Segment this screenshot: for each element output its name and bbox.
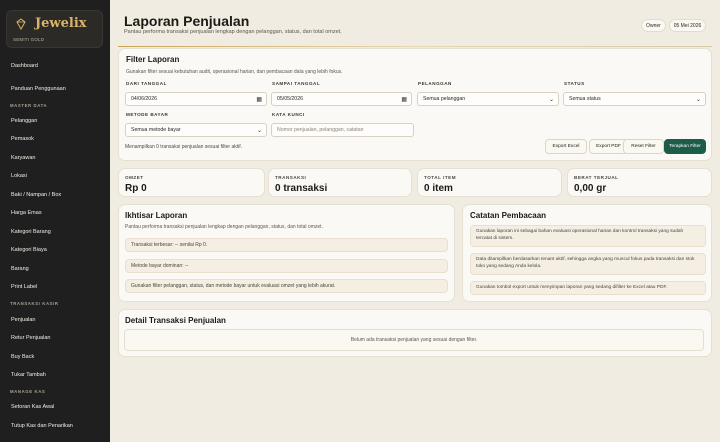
overview-subtitle: Pantau performa transaksi penjualan lengkap dengan pelanggan, status, dan total omzet. <box>125 224 323 230</box>
sidebar-section-master: MASTER DATA <box>10 103 48 108</box>
reset-filter-button[interactable]: Reset Filter <box>623 139 664 154</box>
sidebar <box>0 0 110 442</box>
detail-title: Detail Transaksi Penjualan <box>125 316 226 325</box>
stat-card-berat <box>567 168 712 197</box>
metode-select[interactable] <box>125 123 267 137</box>
notes-title: Catatan Pembacaan <box>470 211 547 220</box>
chevron-down-icon: ⌄ <box>256 128 262 134</box>
empty-state: Belum ada transaksi penjualan yang sesuai dengan filter. <box>124 329 704 351</box>
filter-title: Filter Laporan <box>126 55 180 64</box>
role-badge[interactable]: Owner <box>641 19 666 32</box>
export-pdf-button[interactable]: Export PDF <box>589 139 628 154</box>
export-excel-button[interactable]: Export Excel <box>545 139 587 154</box>
kata-label: KATA KUNCI <box>272 112 305 117</box>
chevron-down-icon: ⌄ <box>695 97 701 103</box>
stat-card-transaksi <box>268 168 412 197</box>
dari-date-input[interactable] <box>125 92 267 106</box>
stat-card-omzet <box>118 168 265 197</box>
keyword-placeholder: Nomor penjualan, pelanggan, catatan <box>277 127 364 133</box>
date-badge: 05 Mei 2026 <box>669 19 706 32</box>
stat-value: 0,00 gr <box>574 183 607 194</box>
overview-title: Ikhtisar Laporan <box>125 211 188 220</box>
notes-card <box>462 204 712 302</box>
pelanggan-label: PELANGGAN <box>418 81 452 86</box>
status-select[interactable] <box>563 92 706 106</box>
brand-subtitle: SEMITI GOLD <box>13 37 45 42</box>
sidebar-item-setoran[interactable]: Setoran Kas Awal <box>11 404 55 410</box>
stat-value: 0 item <box>424 183 453 194</box>
note-item: Gunakan laporan ini sebagai bahan evaluasi operasional harian dan kontrol transaksi yang sudah tercatat di sistem. <box>470 225 706 247</box>
sidebar-section-kas: MANAGE KAS <box>10 389 46 394</box>
page-subtitle: Pantau performa transaksi penjualan lengkap dengan pelanggan, status, dan total omzet. <box>124 29 342 35</box>
sidebar-item-karyawan[interactable]: Karyawan <box>11 155 36 161</box>
status-value: Semua status <box>569 96 601 102</box>
overview-row: Metode bayar dominan: -- <box>125 259 448 273</box>
brand-card[interactable] <box>6 10 103 48</box>
overview-row: Transaksi terbesar: -- senilai Rp 0. <box>125 238 448 252</box>
brand-name: Jewelix <box>35 16 87 31</box>
sidebar-item-kategori-biaya[interactable]: Kategori Biaya <box>11 247 47 253</box>
stat-label: BERAT TERJUAL <box>574 175 619 180</box>
apply-filter-button[interactable]: Terapkan Filter <box>664 139 706 154</box>
stat-value: Rp 0 <box>125 183 147 194</box>
pelanggan-select[interactable] <box>417 92 559 106</box>
sidebar-item-kategori-barang[interactable]: Kategori Barang <box>11 229 51 235</box>
stat-value: 0 transaksi <box>275 183 328 194</box>
sidebar-item-tutup-kas[interactable]: Tutup Kas dan Penarikan <box>11 423 73 429</box>
metode-label: METODE BAYAR <box>126 112 169 117</box>
status-label: STATUS <box>564 81 585 86</box>
sidebar-item-print-label[interactable]: Print Label <box>11 284 38 290</box>
sampai-value: 05/05/2026 <box>277 96 303 102</box>
sidebar-item-harga-emas[interactable]: Harga Emas <box>11 210 42 216</box>
sidebar-item-retur[interactable]: Retur Penjualan <box>11 335 51 341</box>
stat-card-total-item <box>417 168 562 197</box>
sidebar-item-pemasok[interactable]: Pemasok <box>11 136 34 142</box>
filter-summary: Menampilkan 0 transaksi penjualan sesuai filter aktif. <box>125 144 243 150</box>
stat-label: TRANSAKSI <box>275 175 307 180</box>
stat-label: TOTAL ITEM <box>424 175 457 180</box>
sidebar-item-baki[interactable]: Baki / Nampan / Box <box>11 192 62 198</box>
pelanggan-value: Semua pelanggan <box>423 96 466 102</box>
sidebar-item-panduan[interactable]: Panduan Penggunaan <box>11 86 66 92</box>
note-item: Gunakan tombol export untuk menyimpan laporan yang sedang difilter ke Excel atau PDF. <box>470 281 706 295</box>
sidebar-item-dashboard[interactable]: Dashboard <box>11 63 38 69</box>
dari-value: 04/06/2026 <box>131 96 157 102</box>
chevron-down-icon: ⌄ <box>548 97 554 103</box>
sidebar-item-penjualan[interactable]: Penjualan <box>11 317 36 323</box>
sidebar-item-buy-back[interactable]: Buy Back <box>11 354 35 360</box>
dari-label: DARI TANGGAL <box>126 81 167 86</box>
sidebar-item-lokasi[interactable]: Lokasi <box>11 173 27 179</box>
note-item: Data ditampilkan berdasarkan tenant aktif, sehingga angka yang muncul fokus pada transaksi dan stok toko yang sedang Anda kelola. <box>470 253 706 275</box>
sidebar-item-barang[interactable]: Barang <box>11 266 29 272</box>
header-divider <box>118 46 712 47</box>
calendar-icon[interactable]: ▦ <box>256 97 262 103</box>
overview-row: Gunakan filter pelanggan, status, dan metode bayar untuk evaluasi omzet yang lebih akurat. <box>125 279 448 293</box>
sidebar-item-pelanggan[interactable]: Pelanggan <box>11 118 38 124</box>
stat-label: OMZET <box>125 175 144 180</box>
metode-value: Semua metode bayar <box>131 127 181 133</box>
sidebar-item-tukar-tambah[interactable]: Tukar Tambah <box>11 372 46 378</box>
keyword-input[interactable] <box>271 123 414 137</box>
sampai-label: SAMPAI TANGGAL <box>272 81 321 86</box>
overview-card <box>118 204 455 302</box>
diamond-icon <box>15 18 27 30</box>
filter-subtitle: Gunakan filter sesuai kebutuhan audit, operasional harian, dan pembacaan data yang lebih fokus. <box>126 69 343 75</box>
calendar-icon[interactable]: ▦ <box>401 97 407 103</box>
sampai-date-input[interactable] <box>271 92 412 106</box>
sidebar-section-transaksi: TRANSAKSI KASIR <box>10 301 59 306</box>
page-title: Laporan Penjualan <box>124 13 250 29</box>
